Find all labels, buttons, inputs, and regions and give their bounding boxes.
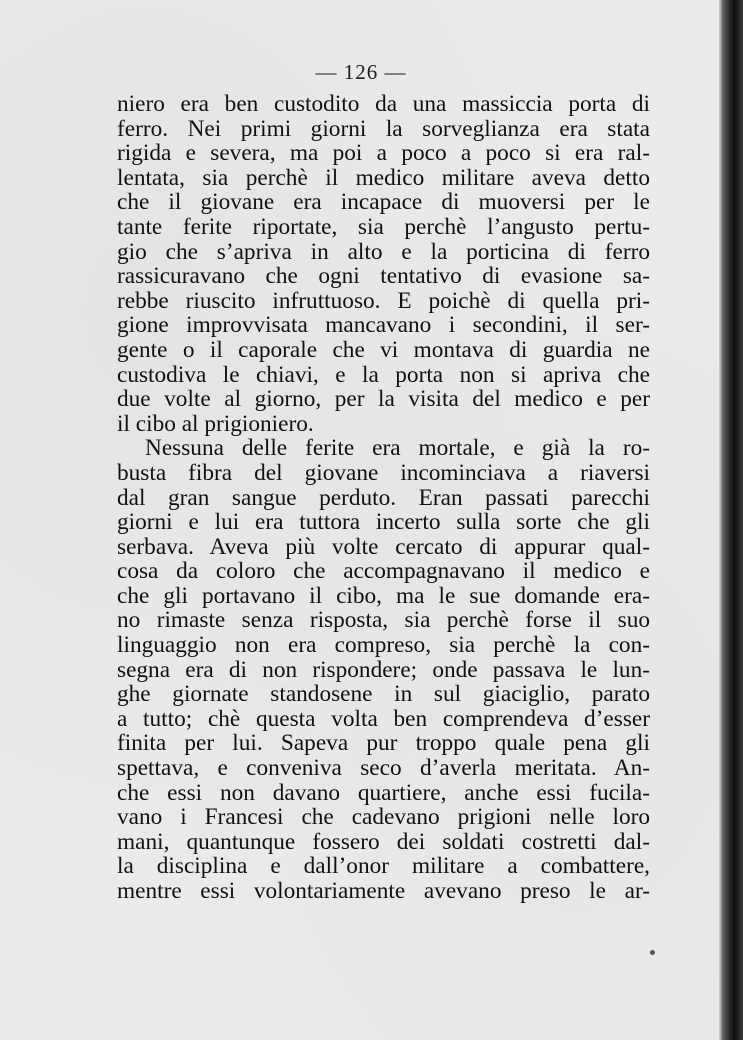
- text-line: a tutto; chè questa volta ben comprendeva d’esser: [117, 705, 650, 732]
- text-line: custodiva le chiavi, e la porta non si apriva che: [117, 361, 650, 388]
- text-line: la disciplina e dall’onor militare a combattere,: [117, 853, 650, 880]
- text-line: tante ferite riportate, sia perchè l’angusto pertu-: [117, 213, 650, 240]
- ink-speck: [650, 950, 655, 955]
- text-line: cosa da coloro che accompagnavano il medico e: [117, 558, 650, 585]
- text-line: ghe giornate standosene in sul giaciglio, parato: [117, 681, 650, 708]
- text-line: rigida e severa, ma poi a poco a poco si era ral-: [117, 140, 650, 167]
- text-line: mentre essi volontariamente avevano preso le ar-: [117, 878, 650, 904]
- text-line: rebbe riuscito infruttuoso. E poichè di quella pri-: [117, 287, 650, 314]
- text-line: gio che s’apriva in alto e la porticina di ferro: [117, 238, 650, 265]
- text-line: no rimaste senza risposta, sia perchè forse il suo: [117, 607, 650, 634]
- book-spine: [722, 0, 743, 1040]
- text-line: due volte al giorno, per la visita del medico e per: [117, 386, 650, 413]
- text-line: vano i Francesi che cadevano prigioni nelle loro: [117, 804, 650, 831]
- body-text: [117, 92, 650, 904]
- text-line: che il giovane era incapace di muoversi per le: [117, 189, 650, 216]
- text-line: niero era ben custodito da una massiccia porta di: [117, 91, 650, 117]
- text-line: linguaggio non era compreso, sia perchè la con-: [117, 632, 650, 659]
- text-line: gione improvvisata mancavano i secondini, il ser-: [117, 312, 650, 339]
- text-line: mani, quantunque fossero dei soldati costretti dal-: [117, 828, 650, 855]
- text-line: serbava. Aveva più volte cercato di appurar qual-: [117, 533, 650, 560]
- text-line: che gli portavano il cibo, ma le sue domande era-: [117, 582, 650, 609]
- text-line: ferro. Nei primi giorni la sorveglianza era stata: [117, 115, 650, 142]
- text-line: giorni e lui era tuttora incerto sulla sorte che gli: [117, 509, 650, 536]
- text-line: il cibo al prigioniero.: [117, 410, 314, 437]
- text-line: busta fibra del giovane incominciava a riaversi: [117, 459, 650, 486]
- text-line: finita per lui. Sapeva pur troppo quale pena gli: [117, 730, 650, 757]
- text-line-paragraph-start: Nessuna delle ferite era mortale, e già la ro-: [145, 435, 650, 462]
- text-line: segna era di non rispondere; onde passava le lun-: [117, 656, 650, 683]
- text-line: spettava, e conveniva seco d’averla meritata. An-: [117, 755, 650, 782]
- text-line: lentata, sia perchè il medico militare aveva detto: [117, 164, 650, 191]
- text-line: dal gran sangue perduto. Eran passati parecchi: [117, 484, 650, 511]
- text-line: gente o il caporale che vi montava di guardia ne: [117, 336, 650, 363]
- page-number: — 126 —: [315, 60, 407, 84]
- text-line: rassicuravano che ogni tentativo di evasione sa-: [117, 263, 650, 290]
- text-line: che essi non davano quartiere, anche essi fucila-: [117, 779, 650, 806]
